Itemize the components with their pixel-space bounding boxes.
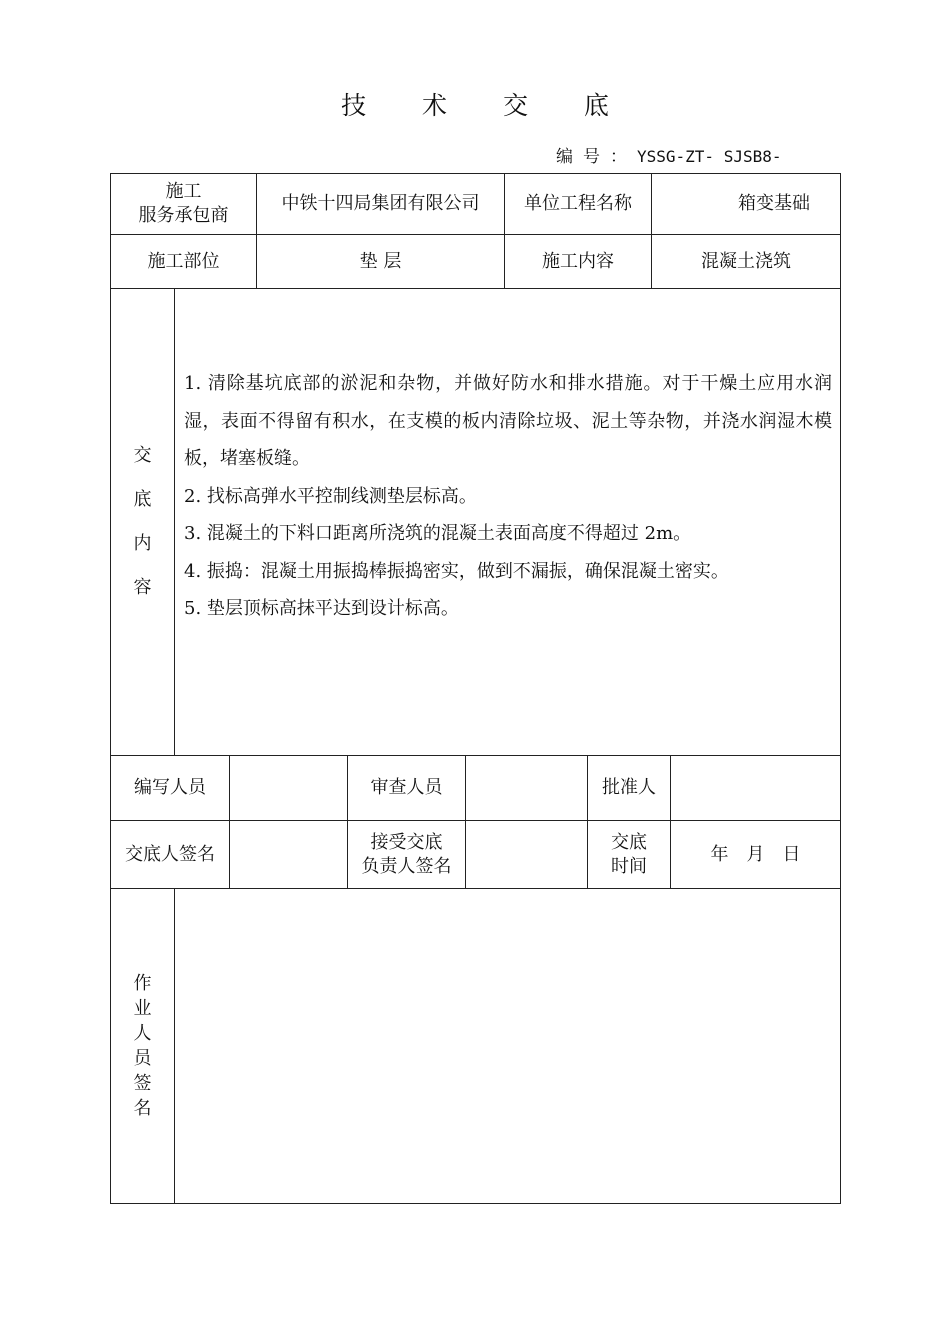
writer-label-cell: [111, 756, 230, 821]
time-label-line2: 时间: [611, 855, 647, 877]
approver-signature-field[interactable]: [671, 756, 840, 821]
receiver-signature-field[interactable]: [466, 821, 588, 889]
contractor-label-line1: 施工: [165, 181, 202, 202]
receiver-label-line1: 接受交底: [370, 831, 443, 853]
briefer-label: 交底人签名: [125, 843, 215, 865]
workers-signature-field[interactable]: [175, 889, 840, 1203]
contractor-label-cell: [111, 174, 257, 235]
location-value-cell: [257, 235, 505, 289]
document-number: [556, 142, 782, 167]
contractor-value: 中铁十四局集团有限公司: [281, 193, 480, 214]
contractor-label-line2: 服务承包商: [138, 205, 229, 226]
writer-signature-field[interactable]: [230, 756, 348, 821]
reviewer-label-cell: [348, 756, 466, 821]
briefing-item: 2. 找标高弹水平控制线测垫层标高。: [184, 485, 477, 507]
approver-label-cell: [588, 756, 671, 821]
date-field[interactable]: [671, 821, 840, 889]
reviewer-label: 审查人员: [370, 777, 443, 798]
project-label: 单位工程名称: [524, 193, 632, 214]
briefer-signature-field[interactable]: [230, 821, 348, 889]
briefing-label: 交 底 内 容: [133, 445, 152, 598]
location-label-cell: [111, 235, 257, 289]
scope-label: 施工内容: [542, 250, 614, 272]
briefing-item: 5. 垫层顶标高抹平达到设计标高。: [184, 598, 459, 619]
briefing-content: [184, 365, 832, 628]
receiver-label-line2: 负责人签名: [361, 855, 452, 877]
reviewer-signature-field[interactable]: [466, 756, 588, 821]
project-label-cell: [505, 174, 652, 235]
briefing-form: [110, 173, 841, 1204]
workers-label: 作 业 人 员 签 名: [133, 973, 152, 1119]
briefing-item: 1. 清除基坑底部的淤泥和杂物，并做好防水和排水措施。对于干燥土应用水润湿，表面不得留有积水，在支模的板内清除垃圾、泥土等杂物，并浇水润湿木模板，堵塞板缝。: [184, 373, 832, 469]
writer-label: 编写人员: [134, 777, 206, 798]
receiver-label-cell: [348, 821, 466, 889]
time-label-cell: [588, 821, 671, 889]
briefing-item: 3. 混凝土的下料口距离所浇筑的混凝土表面高度不得超过 2m。: [184, 523, 692, 544]
date-value: 年 月 日: [710, 843, 801, 865]
workers-label-cell: [111, 889, 175, 1203]
project-value-cell: [652, 174, 840, 235]
contractor-value-cell: [257, 174, 505, 235]
project-value: 箱变基础: [738, 193, 810, 214]
scope-value: 混凝土浇筑: [701, 250, 791, 272]
briefing-item: 4. 振捣：混凝土用振捣棒振捣密实，做到不漏振，确保混凝土密实。: [184, 560, 729, 582]
location-value: 垫 层: [359, 250, 402, 272]
location-label: 施工部位: [147, 250, 220, 272]
scope-value-cell: [652, 235, 840, 289]
time-label-line1: 交底: [611, 831, 647, 853]
briefer-label-cell: [111, 821, 230, 889]
page-title: 技 术 交 底: [341, 91, 633, 120]
scope-label-cell: [505, 235, 652, 289]
document-number-label: 编号：: [556, 147, 637, 167]
document-number-value: YSSG-ZT- SJSB8-: [637, 147, 782, 166]
briefing-label-cell: [111, 289, 175, 756]
approver-label: 批准人: [602, 777, 656, 798]
